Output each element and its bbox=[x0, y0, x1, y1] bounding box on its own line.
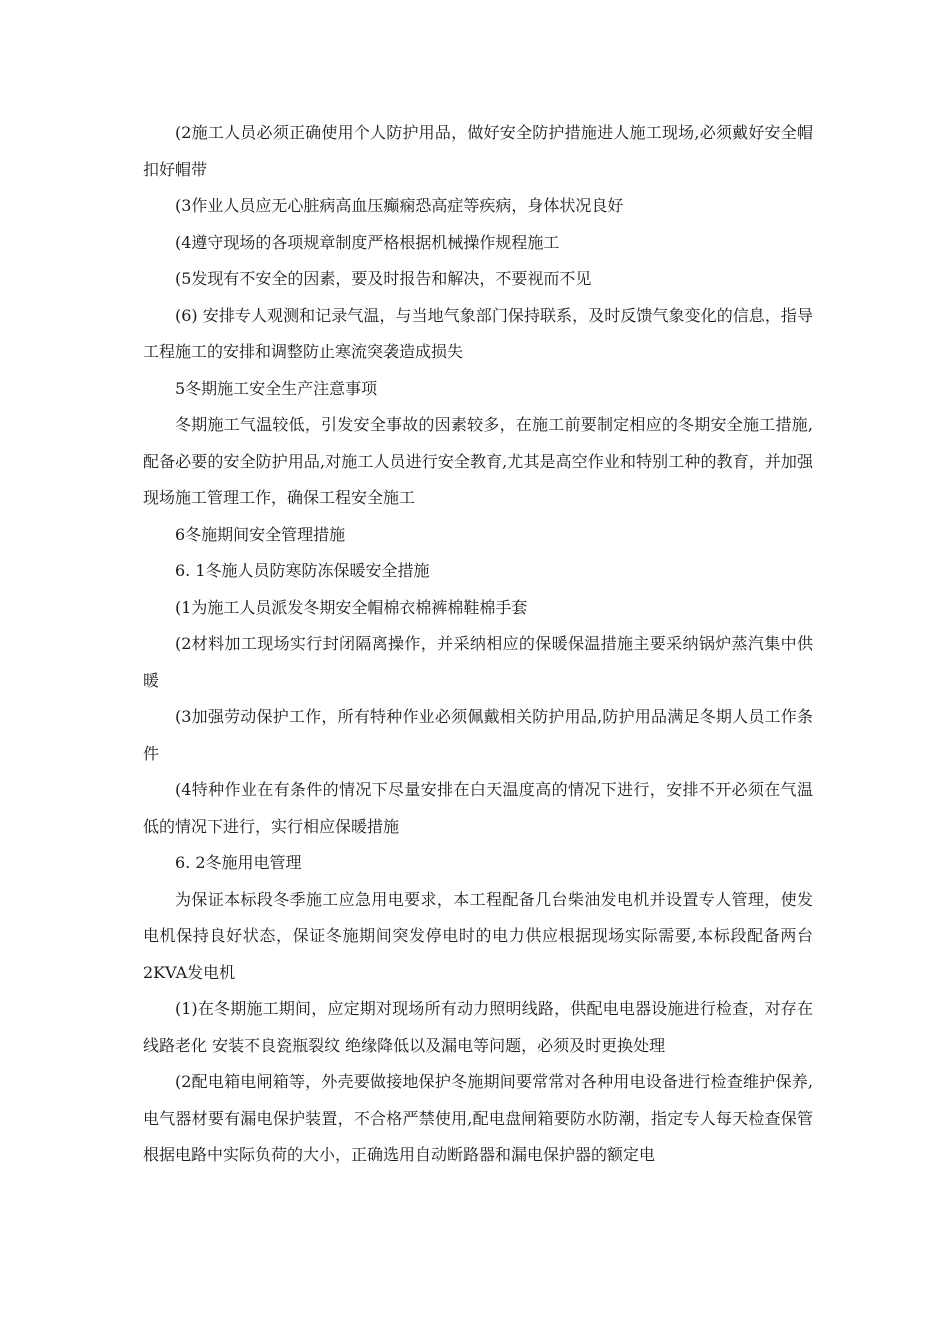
paragraph: (1)在冬期施工期间，应定期对现场所有动力照明线路，供配电电器设施进行检查，对存在线路老化 安装不良瓷瓶裂纹 绝缘降低以及漏电等问题，必须及时更换处理 bbox=[143, 999, 813, 1055]
paragraph: (4遵守现场的各项规章制度严格根据机械操作规程施工 bbox=[175, 232, 560, 252]
paragraph: (2配电箱电闸箱等，外壳要做接地保护冬施期间要常常对各种用电设备进行检查维护保养,电气器材要有漏电保护装置，不合格严禁使用,配电盘闸箱要防水防潮，指定专人每天检查保管根据电路中实际负荷的大小，正确选用自动断路器和漏电保护器的额定电 bbox=[143, 1072, 813, 1164]
section-heading: 5冬期施工安全生产注意事项 bbox=[175, 378, 378, 398]
subsection-heading: 6. 1冬施人员防寒防冻保暖安全措施 bbox=[175, 561, 430, 580]
paragraph: (6) 安排专人观测和记录气温，与当地气象部门保持联系，及时反馈气象变化的信息，指导工程施工的安排和调整防止寒流突袭造成损失 bbox=[143, 305, 813, 361]
paragraph: 为保证本标段冬季施工应急用电要求，本工程配备几台柴油发电机并设置专人管理，使发电机保持良好状态，保证冬施期间突发停电时的电力供应根据现场实际需要,本标段配备两台2KVA发电机 bbox=[143, 889, 813, 982]
paragraph: (4特种作业在有条件的情况下尽量安排在白天温度高的情况下进行，安排不开必须在气温低的情况下进行，实行相应保暖措施 bbox=[143, 780, 813, 836]
paragraph: (2施工人员必须正确使用个人防护用品，做好安全防护措施进人施工现场,必须戴好安全帽扣好帽带 bbox=[143, 123, 813, 179]
section-heading: 6冬施期间安全管理措施 bbox=[175, 524, 346, 544]
paragraph: (1为施工人员派发冬期安全帽棉衣棉裤棉鞋棉手套 bbox=[175, 597, 528, 617]
paragraph: 冬期施工气温较低，引发安全事故的因素较多，在施工前要制定相应的冬期安全施工措施,配备必要的安全防护用品,对施工人员进行安全教育,尤其是高空作业和特别工种的教育，并加强现场施工管理工作，确保工程安全施工 bbox=[143, 415, 813, 507]
paragraph: (2材料加工现场实行封闭隔离操作，并采纳相应的保暖保温措施主要采纳锅炉蒸汽集中供暖 bbox=[143, 634, 813, 690]
paragraph: (3作业人员应无心脏病高血压癫痫恐高症等疾病，身体状况良好 bbox=[175, 196, 624, 215]
paragraph: (5发现有不安全的因素，要及时报告和解决，不要视而不见 bbox=[175, 269, 592, 288]
subsection-heading: 6. 2冬施用电管理 bbox=[175, 853, 302, 872]
paragraph: (3加强劳动保护工作，所有特种作业必须佩戴相关防护用品,防护用品满足冬期人员工作条件 bbox=[143, 707, 813, 763]
document-body bbox=[143, 115, 813, 1174]
